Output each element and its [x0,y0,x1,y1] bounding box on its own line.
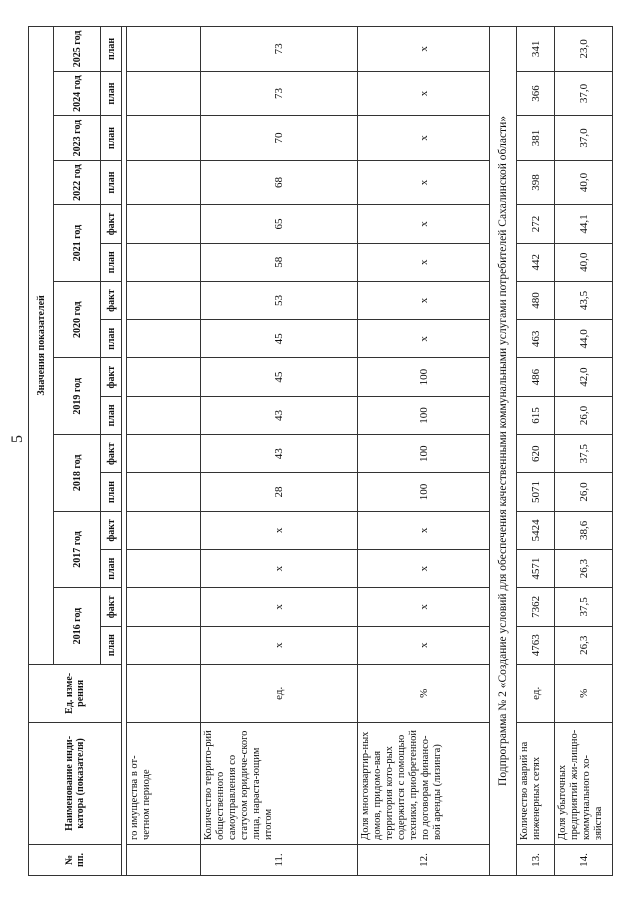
header-year-2019: 2019 год [54,358,101,435]
value-cell [127,549,201,587]
value-cell: 615 [517,396,555,434]
value-cell: х [200,588,358,626]
header-fact: факт [101,358,122,396]
header-year-2021: 2021 год [54,205,101,282]
value-cell: х [358,511,490,549]
value-cell [127,160,201,205]
value-cell: 272 [517,205,555,243]
value-cell: х [358,205,490,243]
value-cell [127,626,201,664]
value-cell: 43 [200,396,358,434]
value-cell: х [358,549,490,587]
header-plan: план [101,473,122,511]
indicators-table [28,26,613,876]
value-cell [127,71,201,116]
table-row [358,27,490,876]
header-year-2016: 2016 год [54,588,101,665]
value-cell [127,396,201,434]
page-number: 5 [9,435,26,443]
value-cell: х [200,549,358,587]
value-cell: х [358,626,490,664]
header-fact: факт [101,588,122,626]
value-cell [127,473,201,511]
value-cell [127,358,201,396]
value-cell: 44,1 [555,205,613,243]
value-cell: 341 [517,27,555,72]
value-cell: 4763 [517,626,555,664]
value-cell [127,320,201,358]
indicator-name: Доля многоквартир-ных домов, придомо-вая территория кото-рых содержится с помощью техники, приобретенной по договорам финансо-вой аренды (лизинга) [358,722,490,844]
header-fact: факт [101,205,122,243]
value-cell: 398 [517,160,555,205]
value-cell: 4571 [517,549,555,587]
header-year-2024: 2024 год [54,71,101,116]
value-cell [127,281,201,319]
value-cell [127,511,201,549]
value-cell: 7362 [517,588,555,626]
value-cell: 73 [200,27,358,72]
value-cell: х [358,588,490,626]
subprogram-title: Подпрограмма № 2 «Создание условий для обеспечения качественными коммунальными услугами потребителей Сахалинской области» [489,27,516,876]
indicator-name: Количество аварий на инженерных сетях [517,722,555,844]
value-cell: 100 [358,435,490,473]
row-number: 12. [358,844,490,875]
header-name: Наименование инди-катора (показателя) [29,722,122,844]
unit-cell [127,664,201,722]
value-cell: х [200,511,358,549]
header-unit: Ед. изме-рения [29,664,122,722]
value-cell: 620 [517,435,555,473]
value-cell: 5071 [517,473,555,511]
header-plan: план [101,320,122,358]
header-year-2018: 2018 год [54,435,101,512]
row-number: 13. [517,844,555,875]
subprogram-section [489,27,516,876]
value-cell: 43 [200,435,358,473]
value-cell: 442 [517,243,555,281]
value-cell [127,116,201,161]
header-year-2025: 2025 год [54,27,101,72]
unit-cell: % [358,664,490,722]
value-cell: 65 [200,205,358,243]
table-body-subprogram-1 [127,27,490,876]
indicator-name: Количество террито-рий общественного самоуправления со статусом юридиче-ского лица, нараста-ющим итогом [200,722,358,844]
value-cell: 26,3 [555,549,613,587]
value-cell: 73 [200,71,358,116]
value-cell [127,588,201,626]
value-cell: х [358,71,490,116]
value-cell: 486 [517,358,555,396]
header-plan: план [101,27,122,72]
header-plan: план [101,160,122,205]
header-year-2022: 2022 год [54,160,101,205]
value-cell: х [358,27,490,72]
value-cell: 463 [517,320,555,358]
value-cell: 37,5 [555,435,613,473]
value-cell: 37,0 [555,116,613,161]
value-cell: х [200,626,358,664]
value-cell: 5424 [517,511,555,549]
value-cell: 366 [517,71,555,116]
value-cell: х [358,160,490,205]
header-year-2017: 2017 год [54,511,101,588]
header-plan: план [101,116,122,161]
row-number: 14. [555,844,613,875]
value-cell [127,243,201,281]
value-cell: 26,3 [555,626,613,664]
header-plan: план [101,396,122,434]
value-cell: 26,0 [555,396,613,434]
table-row [517,27,555,876]
value-cell: 45 [200,320,358,358]
value-cell: х [358,320,490,358]
table-row [555,27,613,876]
value-cell: 38,6 [555,511,613,549]
unit-cell: % [555,664,613,722]
value-cell [127,435,201,473]
value-cell: 480 [517,281,555,319]
value-cell: х [358,243,490,281]
value-cell [127,205,201,243]
value-cell: 43,5 [555,281,613,319]
rotated-table-container [28,26,613,876]
unit-cell: ед. [200,664,358,722]
header-plan: план [101,71,122,116]
header-year-2023: 2023 год [54,116,101,161]
value-cell: 40,0 [555,243,613,281]
header-fact: факт [101,435,122,473]
value-cell: х [358,116,490,161]
indicator-name: Доля убыточных предприятий жи-лищно-коммунального хо-зяйства [555,722,613,844]
value-cell: 40,0 [555,160,613,205]
table-row [200,27,358,876]
table-body-subprogram-2 [517,27,613,876]
value-cell: 70 [200,116,358,161]
header-values: Значения показателей [29,27,54,665]
value-cell: 23,0 [555,27,613,72]
value-cell [127,27,201,72]
header-fact: факт [101,281,122,319]
value-cell: 58 [200,243,358,281]
header-year-2020: 2020 год [54,281,101,358]
table-row [127,27,201,876]
value-cell: 381 [517,116,555,161]
value-cell: 42,0 [555,358,613,396]
row-number: 11. [200,844,358,875]
header-plan: план [101,243,122,281]
unit-cell: ед. [517,664,555,722]
header-plan: план [101,626,122,664]
value-cell: 100 [358,358,490,396]
value-cell: х [358,281,490,319]
indicator-name: го имущества в от-четном периоде [127,722,201,844]
header-plan: план [101,549,122,587]
value-cell: 53 [200,281,358,319]
value-cell: 37,0 [555,71,613,116]
header-no: № пп. [29,844,122,875]
value-cell: 45 [200,358,358,396]
value-cell: 100 [358,473,490,511]
value-cell: 26,0 [555,473,613,511]
header-fact: факт [101,511,122,549]
row-number [127,844,201,875]
value-cell: 37,5 [555,588,613,626]
value-cell: 28 [200,473,358,511]
value-cell: 44,0 [555,320,613,358]
value-cell: 100 [358,396,490,434]
value-cell: 68 [200,160,358,205]
